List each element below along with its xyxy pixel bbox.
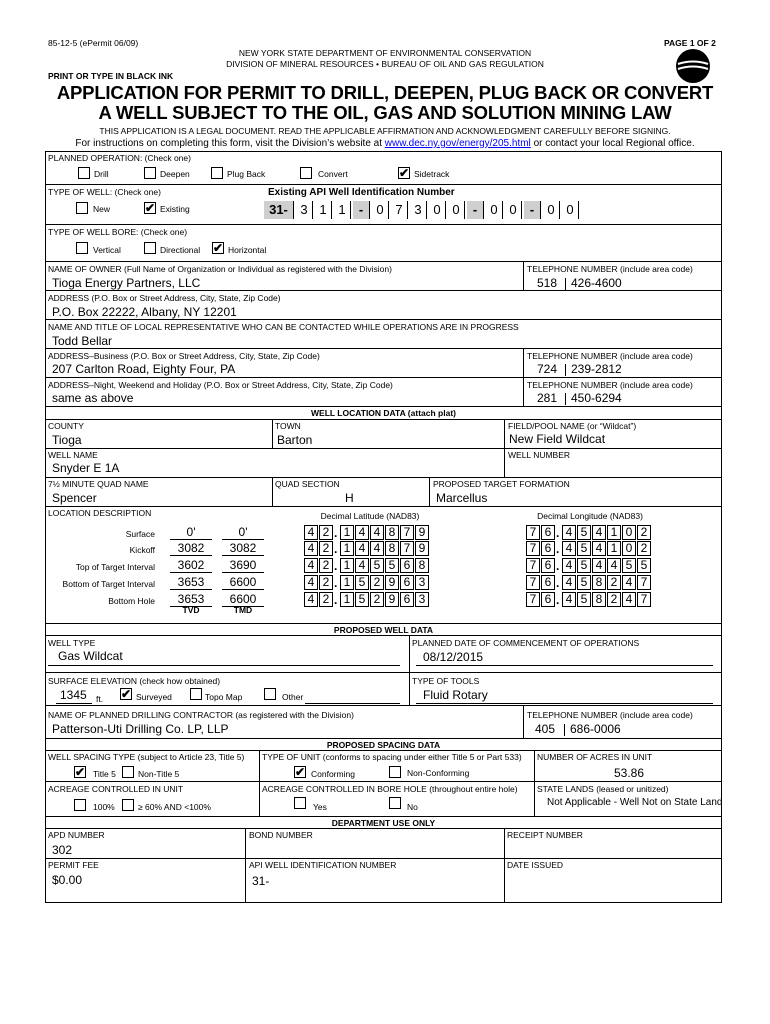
form-id: 85-12-5 (ePermit 06/09) xyxy=(48,38,139,48)
bore-yes-label: Yes xyxy=(313,802,327,812)
tvd-value[interactable]: 0' xyxy=(170,525,212,540)
vertical-checkbox[interactable] xyxy=(76,242,88,254)
apd-value[interactable]: 302 xyxy=(52,843,73,857)
tmd-value[interactable]: 0' xyxy=(222,525,264,540)
rep-label: NAME AND TITLE OF LOCAL REPRESENTATIVE WHO CAN BE CONTACTED WHILE OPERATIONS ARE IN PROGRESS xyxy=(48,322,519,332)
formation-value[interactable]: Marcellus xyxy=(436,491,488,505)
owner-area-code[interactable]: 518 xyxy=(537,276,558,290)
lon-digit[interactable]: 2 xyxy=(637,541,651,556)
api-id-value[interactable]: 31- xyxy=(252,874,270,888)
lon-digit[interactable]: 7 xyxy=(526,558,540,573)
other-checkbox[interactable] xyxy=(264,688,276,700)
non-title5-checkbox[interactable] xyxy=(122,766,134,778)
lon-digit[interactable]: 5 xyxy=(577,541,591,556)
lat-digit[interactable]: 8 xyxy=(415,558,429,573)
lon-digit[interactable]: 7 xyxy=(526,525,540,540)
sidetrack-label: Sidetrack xyxy=(414,169,450,179)
api-cell[interactable]: 0 xyxy=(505,201,522,219)
convert-label: Convert xyxy=(318,169,348,179)
contractor-phone-label: TELEPHONE NUMBER (include area code) xyxy=(527,710,693,720)
instructions: For instructions on completing this form, visit the Division’s website at www.dec.ny.gov/energy/205.html or contact your local Regional office. xyxy=(75,138,695,149)
location-row-label: Bottom Hole xyxy=(108,596,155,606)
owner-phone[interactable]: 426-4600 xyxy=(571,276,622,290)
lat-digit[interactable]: 1 xyxy=(340,575,354,590)
well-type-label: WELL TYPE xyxy=(48,638,96,648)
lon-digit[interactable]: 2 xyxy=(607,592,621,607)
lon-digit[interactable]: 6 xyxy=(541,575,555,590)
api-cell[interactable]: 0 xyxy=(543,201,560,219)
lat-digit[interactable]: 4 xyxy=(304,558,318,573)
contractor-label: NAME OF PLANNED DRILLING CONTRACTOR (as registered with the Division) xyxy=(48,710,354,720)
lon-decimal-point: . xyxy=(556,542,560,556)
lat-digit[interactable]: 4 xyxy=(304,575,318,590)
lat-digit[interactable]: 3 xyxy=(415,592,429,607)
tools-label: TYPE OF TOOLS xyxy=(412,676,480,686)
api-cell[interactable]: 0 xyxy=(372,201,389,219)
lat-decimal-point: . xyxy=(334,526,338,540)
lat-digit[interactable]: 2 xyxy=(370,575,384,590)
lat-digit[interactable]: 9 xyxy=(385,575,399,590)
lon-digit[interactable]: 6 xyxy=(541,558,555,573)
elevation-label: SURFACE ELEVATION (check how obtained) xyxy=(48,676,221,686)
rep-business-area-code[interactable]: 724 xyxy=(537,362,558,376)
commencement-value[interactable]: 08/12/2015 xyxy=(423,650,484,664)
lat-digit[interactable]: 4 xyxy=(304,592,318,607)
horizontal-checkbox[interactable]: ✔ xyxy=(213,241,224,255)
surveyed-checkbox[interactable]: ✔ xyxy=(121,687,132,701)
department-section-title: DEPARTMENT USE ONLY xyxy=(331,818,436,828)
acres-label: NUMBER OF ACRES IN UNIT xyxy=(537,752,653,762)
lon-digit[interactable]: 8 xyxy=(592,592,606,607)
tools-value[interactable]: Fluid Rotary xyxy=(423,688,488,702)
lat-digit[interactable]: 1 xyxy=(340,592,354,607)
lat-digit[interactable]: 2 xyxy=(319,575,333,590)
owner-phone-label: TELEPHONE NUMBER (include area code) xyxy=(527,264,693,274)
rep-night-address[interactable]: same as above xyxy=(52,391,134,405)
lat-digit[interactable]: 4 xyxy=(355,558,369,573)
owner-address[interactable]: P.O. Box 22222, Albany, NY 12201 xyxy=(52,305,237,319)
legal-notice: THIS APPLICATION IS A LEGAL DOCUMENT. READ THE APPLICABLE AFFIRMATION AND ACKNOWLEDGMENT CAREFULLY BEFORE SIGNING. xyxy=(99,126,671,136)
lat-digit[interactable]: 2 xyxy=(319,558,333,573)
agency-line-2: DIVISION OF MINERAL RESOURCES • BUREAU OF OIL AND GAS REGULATION xyxy=(226,59,544,69)
longitude-label: Decimal Longitude (NAD83) xyxy=(537,511,643,521)
location-description-label: LOCATION DESCRIPTION xyxy=(48,508,152,518)
pct60-checkbox[interactable] xyxy=(122,799,134,811)
lon-digit[interactable]: 5 xyxy=(577,525,591,540)
lon-digit[interactable]: 6 xyxy=(541,525,555,540)
lat-digit[interactable]: 3 xyxy=(415,575,429,590)
well-location-section-title: WELL LOCATION DATA (attach plat) xyxy=(311,408,456,418)
county-value[interactable]: Tioga xyxy=(52,433,82,447)
well-name-value[interactable]: Snyder E 1A xyxy=(52,461,120,475)
bore-no-checkbox[interactable] xyxy=(389,797,401,809)
lon-digit[interactable]: 8 xyxy=(592,575,606,590)
lon-digit[interactable]: 4 xyxy=(562,558,576,573)
api-cell[interactable]: - xyxy=(467,201,484,219)
tmd-value[interactable]: 3082 xyxy=(222,541,264,556)
lon-decimal-point: . xyxy=(556,526,560,540)
lon-digit[interactable]: 4 xyxy=(622,592,636,607)
tmd-value[interactable]: 6600 xyxy=(222,575,264,590)
fee-label: PERMIT FEE xyxy=(48,860,99,870)
lon-digit[interactable]: 7 xyxy=(637,575,651,590)
planned-operation-label: PLANNED OPERATION: (Check one) xyxy=(48,153,191,163)
lat-digit[interactable]: 4 xyxy=(370,541,384,556)
spacing-type-label: WELL SPACING TYPE (subject to Article 23, Title 5) xyxy=(48,752,245,762)
field-label: FIELD/POOL NAME (or “Wildcat”) xyxy=(508,421,637,431)
unit-type-label: TYPE OF UNIT (conforms to spacing under either Title 5 or Part 533) xyxy=(262,752,522,762)
new-well-checkbox[interactable] xyxy=(76,202,88,214)
sidetrack-checkbox[interactable]: ✔ xyxy=(399,166,410,180)
lon-digit[interactable]: 7 xyxy=(526,575,540,590)
lat-digit[interactable]: 6 xyxy=(400,558,414,573)
lat-decimal-point: . xyxy=(334,576,338,590)
pct100-label: 100% xyxy=(93,802,115,812)
fee-value[interactable]: $0.00 xyxy=(52,873,83,887)
lon-digit[interactable]: 6 xyxy=(541,592,555,607)
location-row-label: Top of Target Interval xyxy=(75,562,155,572)
topo-map-label: Topo Map xyxy=(205,692,243,702)
rep-value[interactable]: Todd Bellar xyxy=(52,334,113,348)
lat-decimal-point: . xyxy=(334,593,338,607)
tvd-value[interactable]: 3653 xyxy=(170,592,212,607)
rep-business-phone[interactable]: 239-2812 xyxy=(571,362,622,376)
lon-digit[interactable]: 7 xyxy=(526,592,540,607)
contractor-phone[interactable]: 686-0006 xyxy=(570,722,621,736)
lon-digit[interactable]: 4 xyxy=(562,575,576,590)
state-lands-label: STATE LANDS (leased or unitized) xyxy=(537,784,669,794)
tvd-label: TVD xyxy=(182,605,200,615)
lat-digit[interactable]: 2 xyxy=(319,525,333,540)
well-name-label: WELL NAME xyxy=(48,450,98,460)
api-cell[interactable]: 0 xyxy=(486,201,503,219)
quad-section-label: QUAD SECTION xyxy=(275,479,340,489)
directional-label: Directional xyxy=(160,245,201,255)
deepen-label: Deepen xyxy=(160,169,190,179)
lat-digit[interactable]: 5 xyxy=(385,558,399,573)
lon-digit[interactable]: 4 xyxy=(562,592,576,607)
county-label: COUNTY xyxy=(48,421,84,431)
lat-decimal-point: . xyxy=(334,559,338,573)
lat-digit[interactable]: 5 xyxy=(370,558,384,573)
lon-digit[interactable]: 0 xyxy=(622,525,636,540)
deepen-checkbox[interactable] xyxy=(144,167,156,179)
lat-digit[interactable]: 6 xyxy=(400,592,414,607)
lat-digit[interactable]: 1 xyxy=(340,541,354,556)
acreage-unit-label: ACREAGE CONTROLLED IN UNIT xyxy=(48,784,184,794)
api-cell[interactable]: 0 xyxy=(429,201,446,219)
rep-night-phone-label: TELEPHONE NUMBER (include area code) xyxy=(527,380,693,390)
rep-night-phone[interactable]: 450-6294 xyxy=(571,391,622,405)
api-cell[interactable]: 31- xyxy=(264,201,294,219)
directional-checkbox[interactable] xyxy=(144,242,156,254)
apd-label: APD NUMBER xyxy=(48,830,105,840)
lat-digit[interactable]: 2 xyxy=(370,592,384,607)
quad-section-value[interactable]: H xyxy=(345,491,354,505)
owner-value[interactable]: Tioga Energy Partners, LLC xyxy=(52,276,201,290)
bond-label: BOND NUMBER xyxy=(249,830,313,840)
tmd-value[interactable]: 6600 xyxy=(222,592,264,607)
latitude-label: Decimal Latitude (NAD83) xyxy=(320,511,420,521)
dec-logo-icon xyxy=(675,48,711,84)
new-well-label: New xyxy=(93,204,111,214)
well-number-label: WELL NUMBER xyxy=(508,450,571,460)
pct60-label: ≥ 60% AND <100% xyxy=(138,802,211,812)
lat-digit[interactable]: 1 xyxy=(340,525,354,540)
town-value[interactable]: Barton xyxy=(277,433,313,447)
quad-label: 7½ MINUTE QUAD NAME xyxy=(48,479,149,489)
lon-digit[interactable]: 7 xyxy=(526,541,540,556)
plug-back-label: Plug Back xyxy=(227,169,266,179)
tvd-value[interactable]: 3082 xyxy=(170,541,212,556)
convert-checkbox[interactable] xyxy=(300,167,312,179)
form-title-line-2: A WELL SUBJECT TO THE OIL, GAS AND SOLUTION MINING LAW xyxy=(98,102,672,123)
lon-decimal-point: . xyxy=(556,559,560,573)
contractor-area-code[interactable]: 405 xyxy=(535,722,556,736)
lon-digit[interactable]: 5 xyxy=(577,558,591,573)
tvd-value[interactable]: 3602 xyxy=(170,558,212,573)
lat-digit[interactable]: 4 xyxy=(304,525,318,540)
lon-digit[interactable]: 5 xyxy=(577,592,591,607)
other-label: Other xyxy=(282,692,304,702)
lon-digit[interactable]: 4 xyxy=(592,525,606,540)
well-bore-label: TYPE OF WELL BORE: (Check one) xyxy=(48,227,188,237)
owner-address-label: ADDRESS (P.O. Box or Street Address, City, State, Zip Code) xyxy=(48,293,281,303)
lat-digit[interactable]: 5 xyxy=(355,592,369,607)
lon-digit[interactable]: 4 xyxy=(562,525,576,540)
lon-digit[interactable]: 4 xyxy=(592,558,606,573)
lon-digit[interactable]: 2 xyxy=(637,525,651,540)
location-row-label: Bottom of Target Interval xyxy=(62,579,155,589)
location-row-label: Kickoff xyxy=(129,545,155,555)
well-type-value[interactable]: Gas Wildcat xyxy=(58,649,123,663)
bore-no-label: No xyxy=(407,802,418,812)
contractor-value[interactable]: Patterson-Uti Drilling Co. LP, LLP xyxy=(52,722,229,736)
api-cell[interactable]: 7 xyxy=(391,201,408,219)
lon-digit[interactable]: 4 xyxy=(562,541,576,556)
drill-label: Drill xyxy=(94,169,109,179)
lat-digit[interactable]: 4 xyxy=(355,525,369,540)
print-note: PRINT OR TYPE IN BLACK INK xyxy=(48,71,174,81)
lon-digit[interactable]: 1 xyxy=(607,525,621,540)
api-cell[interactable]: - xyxy=(524,201,541,219)
lat-digit[interactable]: 4 xyxy=(304,541,318,556)
lat-digit[interactable]: 6 xyxy=(400,575,414,590)
conforming-checkbox[interactable]: ✔ xyxy=(295,765,306,779)
rep-business-address-label: ADDRESS–Business (P.O. Box or Street Address, City, State, Zip Code) xyxy=(48,351,320,361)
lat-decimal-point: . xyxy=(334,542,338,556)
rep-business-address[interactable]: 207 Carlton Road, Eighty Four, PA xyxy=(52,362,236,376)
drill-checkbox[interactable] xyxy=(78,167,90,179)
lat-digit[interactable]: 4 xyxy=(370,525,384,540)
formation-label: PROPOSED TARGET FORMATION xyxy=(433,479,570,489)
acreage-bore-label: ACREAGE CONTROLLED IN BORE HOLE (throughout entire hole) xyxy=(262,784,518,794)
agency-line-1: NEW YORK STATE DEPARTMENT OF ENVIRONMENTAL CONSERVATION xyxy=(238,48,532,58)
lon-digit[interactable]: 4 xyxy=(622,575,636,590)
api-cell[interactable]: 1 xyxy=(334,201,351,219)
topo-map-checkbox[interactable] xyxy=(190,688,202,700)
page-indicator: PAGE 1 OF 2 xyxy=(664,38,716,48)
elevation-unit: ft. xyxy=(96,694,104,704)
commencement-label: PLANNED DATE OF COMMENCEMENT OF OPERATIONS xyxy=(412,638,640,648)
lat-digit[interactable]: 8 xyxy=(385,541,399,556)
lat-digit[interactable]: 2 xyxy=(319,541,333,556)
date-issued-label: DATE ISSUED xyxy=(507,860,564,870)
location-row-label: Surface xyxy=(125,529,155,539)
existing-well-label: Existing xyxy=(160,204,190,214)
api-id-label: API WELL IDENTIFICATION NUMBER xyxy=(249,860,397,870)
tmd-label: TMD xyxy=(233,605,253,615)
form-title-line-1: APPLICATION FOR PERMIT TO DRILL, DEEPEN, PLUG BACK OR CONVERT xyxy=(56,82,714,103)
lon-decimal-point: . xyxy=(556,593,560,607)
horizontal-label: Horizontal xyxy=(228,245,267,255)
lat-digit[interactable]: 1 xyxy=(340,558,354,573)
api-cell[interactable]: 0 xyxy=(448,201,465,219)
api-cell[interactable]: - xyxy=(353,201,370,219)
lon-digit[interactable]: 4 xyxy=(607,558,621,573)
vertical-label: Vertical xyxy=(93,245,121,255)
spacing-section-title: PROPOSED SPACING DATA xyxy=(326,740,441,750)
lon-digit[interactable]: 5 xyxy=(577,575,591,590)
non-conforming-label: Non-Conforming xyxy=(407,768,470,778)
lon-digit[interactable]: 4 xyxy=(592,541,606,556)
plug-back-checkbox[interactable] xyxy=(211,167,223,179)
receipt-label: RECEIPT NUMBER xyxy=(507,830,583,840)
api-cell[interactable]: 0 xyxy=(562,201,579,219)
rep-business-phone-label: TELEPHONE NUMBER (include area code) xyxy=(527,351,693,361)
api-label: Existing API Well Identification Number xyxy=(268,187,455,198)
surveyed-label: Surveyed xyxy=(136,692,172,702)
rep-night-address-label: ADDRESS–Night, Weekend and Holiday (P.O. Box or Street Address, City, State, Zip Code) xyxy=(48,380,393,390)
non-conforming-checkbox[interactable] xyxy=(389,766,401,778)
website-link[interactable]: www.dec.ny.gov/energy/205.html xyxy=(384,138,531,149)
tmd-value[interactable]: 3690 xyxy=(222,558,264,573)
title5-label: Title 5 xyxy=(93,769,116,779)
state-lands-value[interactable]: Not Applicable - Well Not on State Land xyxy=(547,797,723,808)
lon-digit[interactable]: 5 xyxy=(637,558,651,573)
non-title5-label: Non-Title 5 xyxy=(138,769,180,779)
lat-digit[interactable]: 7 xyxy=(400,525,414,540)
lat-digit[interactable]: 9 xyxy=(385,592,399,607)
lat-digit[interactable]: 7 xyxy=(400,541,414,556)
tvd-value[interactable]: 3653 xyxy=(170,575,212,590)
owner-label: NAME OF OWNER (Full Name of Organization or Individual as registered with the Division) xyxy=(48,264,392,274)
bore-yes-checkbox[interactable] xyxy=(294,797,306,809)
type-of-well-label: TYPE OF WELL: (Check one) xyxy=(48,187,161,197)
lon-digit[interactable]: 6 xyxy=(541,541,555,556)
elevation-value[interactable]: 1345 xyxy=(60,688,87,702)
proposed-well-section-title: PROPOSED WELL DATA xyxy=(333,625,434,635)
api-cell[interactable]: 1 xyxy=(315,201,332,219)
lon-digit[interactable]: 5 xyxy=(622,558,636,573)
quad-value[interactable]: Spencer xyxy=(52,491,97,505)
lon-digit[interactable]: 7 xyxy=(637,592,651,607)
lat-digit[interactable]: 8 xyxy=(385,525,399,540)
existing-well-checkbox[interactable]: ✔ xyxy=(145,201,156,215)
rep-night-area-code[interactable]: 281 xyxy=(537,391,558,405)
lon-digit[interactable]: 1 xyxy=(607,541,621,556)
lat-digit[interactable]: 9 xyxy=(415,541,429,556)
api-cell[interactable]: 3 xyxy=(410,201,427,219)
lat-digit[interactable]: 9 xyxy=(415,525,429,540)
town-label: TOWN xyxy=(275,421,301,431)
lat-digit[interactable]: 5 xyxy=(355,575,369,590)
acres-value[interactable]: 53.86 xyxy=(614,766,645,780)
api-cell[interactable]: 3 xyxy=(296,201,313,219)
pct100-checkbox[interactable] xyxy=(74,799,86,811)
title5-checkbox[interactable]: ✔ xyxy=(75,765,86,779)
lat-digit[interactable]: 2 xyxy=(319,592,333,607)
lat-digit[interactable]: 4 xyxy=(355,541,369,556)
lon-digit[interactable]: 2 xyxy=(607,575,621,590)
field-value[interactable]: New Field Wildcat xyxy=(509,432,606,446)
conforming-label: Conforming xyxy=(311,769,355,779)
lon-digit[interactable]: 0 xyxy=(622,541,636,556)
lon-decimal-point: . xyxy=(556,576,560,590)
